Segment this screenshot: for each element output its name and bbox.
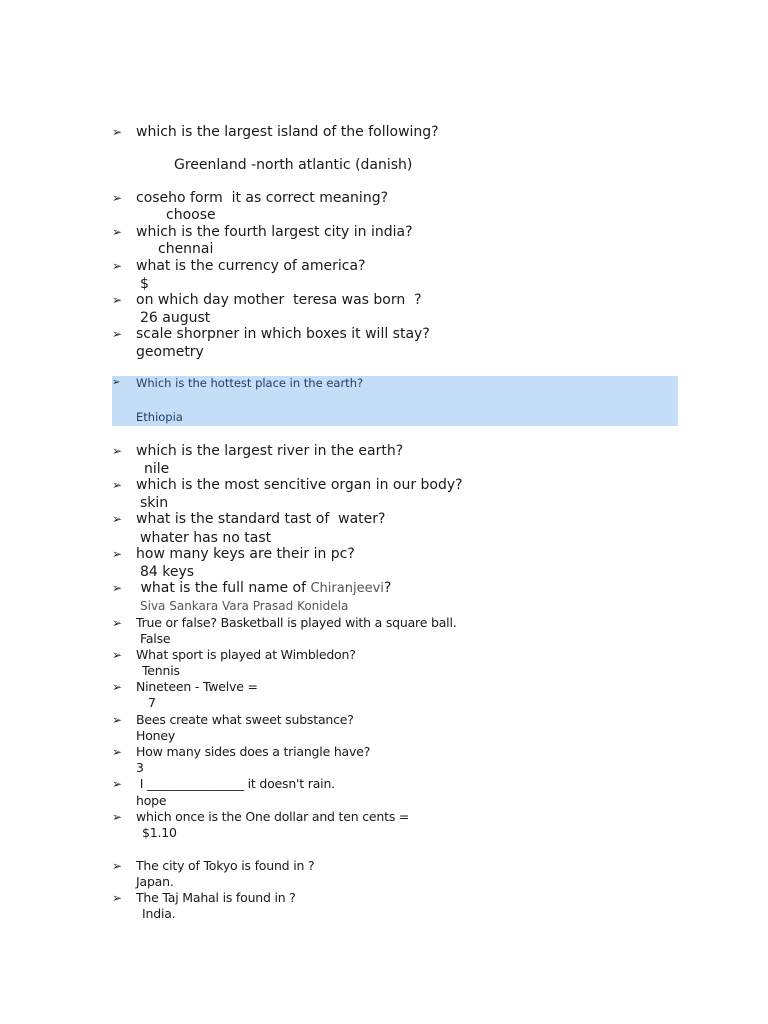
answer-10: whater has no tast <box>140 530 272 546</box>
answer-1: Greenland -north atlantic (danish) <box>174 157 413 173</box>
question-11: how many keys are their in pc? <box>136 546 355 562</box>
answer-8: nile <box>144 461 170 477</box>
question-12 <box>136 581 391 595</box>
answer-12: Siva Sankara Vara Prasad Konidela <box>140 599 349 613</box>
question-10: what is the standard tast of water? <box>136 511 386 527</box>
bullet-icon: ➢ <box>112 859 123 873</box>
question-15: Nineteen - Twelve = <box>136 679 258 694</box>
bullet-icon: ➢ <box>112 648 123 662</box>
bullet-icon: ➢ <box>112 891 123 905</box>
answer-14: Tennis <box>142 663 180 678</box>
answer-15: 7 <box>148 695 156 710</box>
question-20: The city of Tokyo is found in ? <box>136 858 315 873</box>
answer-6: geometry <box>136 344 204 360</box>
answer-16: Honey <box>136 728 176 743</box>
bullet-icon: ➢ <box>112 225 123 239</box>
answer-2: choose <box>166 207 216 223</box>
answer-4: $ <box>140 276 149 292</box>
question-18: I ________________ it doesn't rain. <box>136 776 335 791</box>
bullet-icon: ➢ <box>112 377 121 388</box>
question-1: which is the largest island of the following? <box>136 124 439 140</box>
question-12-name: Chiranjeevi <box>310 581 384 596</box>
question-12-prefix: what is the full name of <box>136 580 311 596</box>
bullet-icon: ➢ <box>112 478 123 492</box>
question-12-suffix: ? <box>383 580 392 596</box>
question-19: which once is the One dollar and ten cents = <box>136 809 410 824</box>
answer-21: India. <box>142 906 176 921</box>
bullet-icon: ➢ <box>112 616 123 630</box>
question-21: The Taj Mahal is found in ? <box>136 890 296 905</box>
answer-18: hope <box>136 793 167 808</box>
bullet-icon: ➢ <box>112 293 123 307</box>
answer-19: $1.10 <box>142 825 177 840</box>
answer-9: skin <box>140 495 169 511</box>
question-8: which is the largest river in the earth? <box>136 443 404 459</box>
answer-3: chennai <box>158 241 214 257</box>
bullet-icon: ➢ <box>112 444 123 458</box>
answer-5: 26 august <box>140 310 211 326</box>
answer-11: 84 keys <box>140 564 195 580</box>
bullet-icon: ➢ <box>112 581 123 595</box>
answer-13: False <box>140 631 171 646</box>
question-4: what is the currency of america? <box>136 258 366 274</box>
bullet-icon: ➢ <box>112 512 123 526</box>
question-16: Bees create what sweet substance? <box>136 712 354 727</box>
question-9: which is the most sencitive organ in our body? <box>136 477 463 493</box>
bullet-icon: ➢ <box>112 125 123 139</box>
bullet-icon: ➢ <box>112 745 123 759</box>
question-17: How many sides does a triangle have? <box>136 744 371 759</box>
bullet-icon: ➢ <box>112 259 123 273</box>
question-7: Which is the hottest place in the earth? <box>136 376 364 390</box>
bullet-icon: ➢ <box>112 547 123 561</box>
question-3: which is the fourth largest city in india? <box>136 224 413 240</box>
question-13: True or false? Basketball is played with a square ball. <box>136 615 457 630</box>
question-14: What sport is played at Wimbledon? <box>136 647 356 662</box>
answer-7: Ethiopia <box>136 410 183 424</box>
answer-17: 3 <box>136 760 144 775</box>
question-2: coseho form it as correct meaning? <box>136 190 389 206</box>
bullet-icon: ➢ <box>112 713 123 727</box>
question-6: scale shorpner in which boxes it will stay? <box>136 326 430 342</box>
answer-20: Japan. <box>136 874 174 889</box>
bullet-icon: ➢ <box>112 191 123 205</box>
question-5: on which day mother teresa was born ? <box>136 292 422 308</box>
bullet-icon: ➢ <box>112 810 123 824</box>
bullet-icon: ➢ <box>112 327 123 341</box>
bullet-icon: ➢ <box>112 680 123 694</box>
bullet-icon: ➢ <box>112 777 123 791</box>
